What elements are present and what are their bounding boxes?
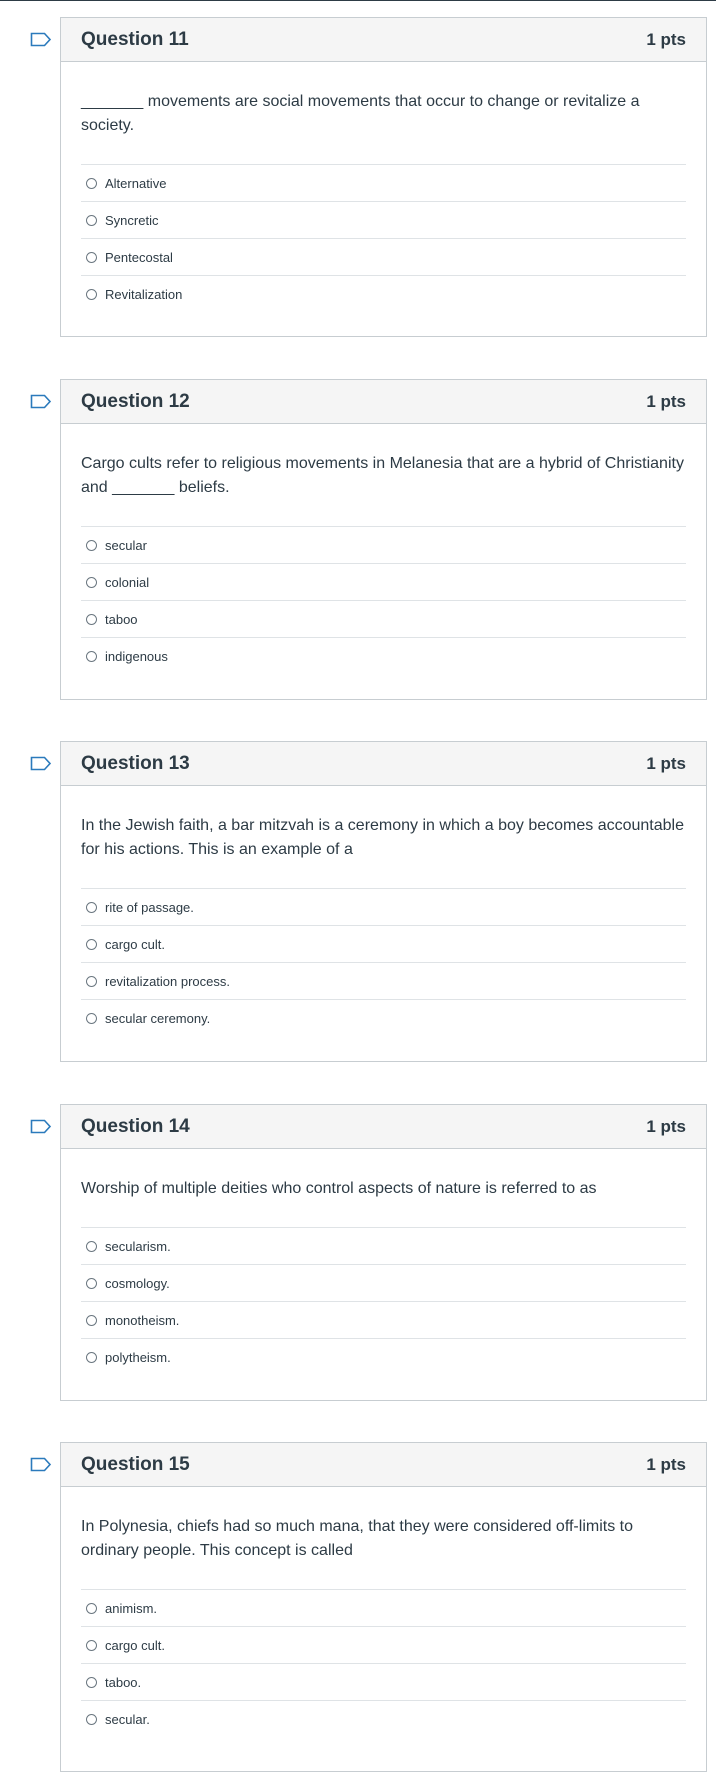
question-text: _______ movements are social movements that occur to change or revitalize a society. [81, 93, 640, 134]
answer-option[interactable] [81, 889, 686, 926]
radio-icon[interactable] [86, 1603, 97, 1614]
answer-label: cargo cult. [105, 936, 165, 952]
radio-icon[interactable] [86, 976, 97, 987]
answer-label: rite of passage. [105, 899, 194, 915]
question-title: Question 11 [81, 28, 189, 50]
answer-label: cosmology. [105, 1275, 170, 1291]
answer-label: secularism. [105, 1238, 171, 1254]
answer-option[interactable] [81, 276, 686, 313]
question-text: In Polynesia, chiefs had so much mana, that they were considered off-limits to ordinary people. This concept is called [81, 1518, 633, 1559]
radio-icon[interactable] [86, 577, 97, 588]
question-points: 1 pts [646, 391, 686, 411]
question-title: Question 12 [81, 390, 190, 412]
radio-icon[interactable] [86, 1278, 97, 1289]
question-points: 1 pts [646, 753, 686, 773]
question-header [61, 18, 706, 62]
radio-icon[interactable] [86, 540, 97, 551]
answer-list [81, 888, 686, 1037]
flag-question-icon[interactable] [30, 1119, 52, 1134]
answer-option[interactable] [81, 1590, 686, 1627]
flag-question-icon[interactable] [30, 32, 52, 47]
radio-icon[interactable] [86, 902, 97, 913]
question-card-13 [60, 741, 707, 1062]
answer-option[interactable] [81, 1664, 686, 1701]
answer-option[interactable] [81, 601, 686, 638]
answer-option[interactable] [81, 1627, 686, 1664]
answer-label: monotheism. [105, 1312, 180, 1328]
answer-option[interactable] [81, 1000, 686, 1037]
question-points: 1 pts [646, 1116, 686, 1136]
radio-icon[interactable] [86, 1352, 97, 1363]
answer-list [81, 1589, 686, 1738]
answer-option[interactable] [81, 527, 686, 564]
question-title: Question 14 [81, 1115, 190, 1137]
radio-icon[interactable] [86, 1013, 97, 1024]
question-header [61, 1105, 706, 1149]
answer-label: secular. [105, 1712, 150, 1727]
answer-list [81, 526, 686, 675]
answer-label: animism. [105, 1600, 158, 1616]
radio-icon[interactable] [86, 1241, 97, 1252]
answer-label: Revitalization [105, 287, 183, 302]
question-header [61, 1443, 706, 1487]
flag-question-icon[interactable] [30, 1457, 52, 1472]
answer-option[interactable] [81, 963, 686, 1000]
answer-label: colonial [105, 574, 150, 590]
answer-list [81, 1227, 686, 1376]
question-header [61, 380, 706, 424]
answer-option[interactable] [81, 1302, 686, 1339]
question-card-15 [60, 1442, 707, 1772]
question-points: 1 pts [646, 1454, 686, 1474]
question-text: In the Jewish faith, a bar mitzvah is a ceremony in which a boy becomes accountable for his actions. This is an example of a [81, 817, 684, 858]
answer-label: Pentecostal [105, 249, 173, 265]
answer-label: cargo cult. [105, 1637, 165, 1653]
answer-label: revitalization process. [105, 973, 230, 989]
answer-label: taboo [105, 611, 138, 627]
question-card-12 [60, 379, 707, 700]
question-card-14 [60, 1104, 707, 1401]
answer-list [81, 164, 686, 313]
answer-option[interactable] [81, 165, 686, 202]
top-rule [0, 0, 716, 1]
radio-icon[interactable] [86, 252, 97, 263]
answer-option[interactable] [81, 564, 686, 601]
question-text: Worship of multiple deities who control aspects of nature is referred to as [81, 1180, 597, 1197]
answer-label: secular ceremony. [105, 1011, 211, 1026]
radio-icon[interactable] [86, 178, 97, 189]
answer-option[interactable] [81, 1265, 686, 1302]
radio-icon[interactable] [86, 651, 97, 662]
radio-icon[interactable] [86, 1677, 97, 1688]
radio-icon[interactable] [86, 1714, 97, 1725]
answer-option[interactable] [81, 1339, 686, 1376]
question-title: Question 13 [81, 752, 190, 774]
flag-question-icon[interactable] [30, 756, 52, 771]
answer-option[interactable] [81, 1701, 686, 1738]
answer-label: Alternative [105, 175, 167, 191]
question-card-11 [60, 17, 707, 337]
answer-label: secular [105, 537, 147, 553]
radio-icon[interactable] [86, 215, 97, 226]
question-points: 1 pts [646, 29, 686, 49]
question-header [61, 742, 706, 786]
radio-icon[interactable] [86, 939, 97, 950]
answer-option[interactable] [81, 202, 686, 239]
question-title: Question 15 [81, 1453, 190, 1475]
answer-label: Syncretic [105, 212, 159, 228]
radio-icon[interactable] [86, 289, 97, 300]
answer-option[interactable] [81, 638, 686, 675]
answer-label: indigenous [105, 649, 168, 664]
answer-option[interactable] [81, 926, 686, 963]
answer-label: taboo. [105, 1674, 142, 1690]
radio-icon[interactable] [86, 1315, 97, 1326]
answer-option[interactable] [81, 1228, 686, 1265]
radio-icon[interactable] [86, 1640, 97, 1651]
answer-label: polytheism. [105, 1350, 171, 1365]
question-text: Cargo cults refer to religious movements in Melanesia that are a hybrid of Christianity and _______ beliefs. [81, 455, 684, 496]
radio-icon[interactable] [86, 614, 97, 625]
flag-question-icon[interactable] [30, 394, 52, 409]
answer-option[interactable] [81, 239, 686, 276]
